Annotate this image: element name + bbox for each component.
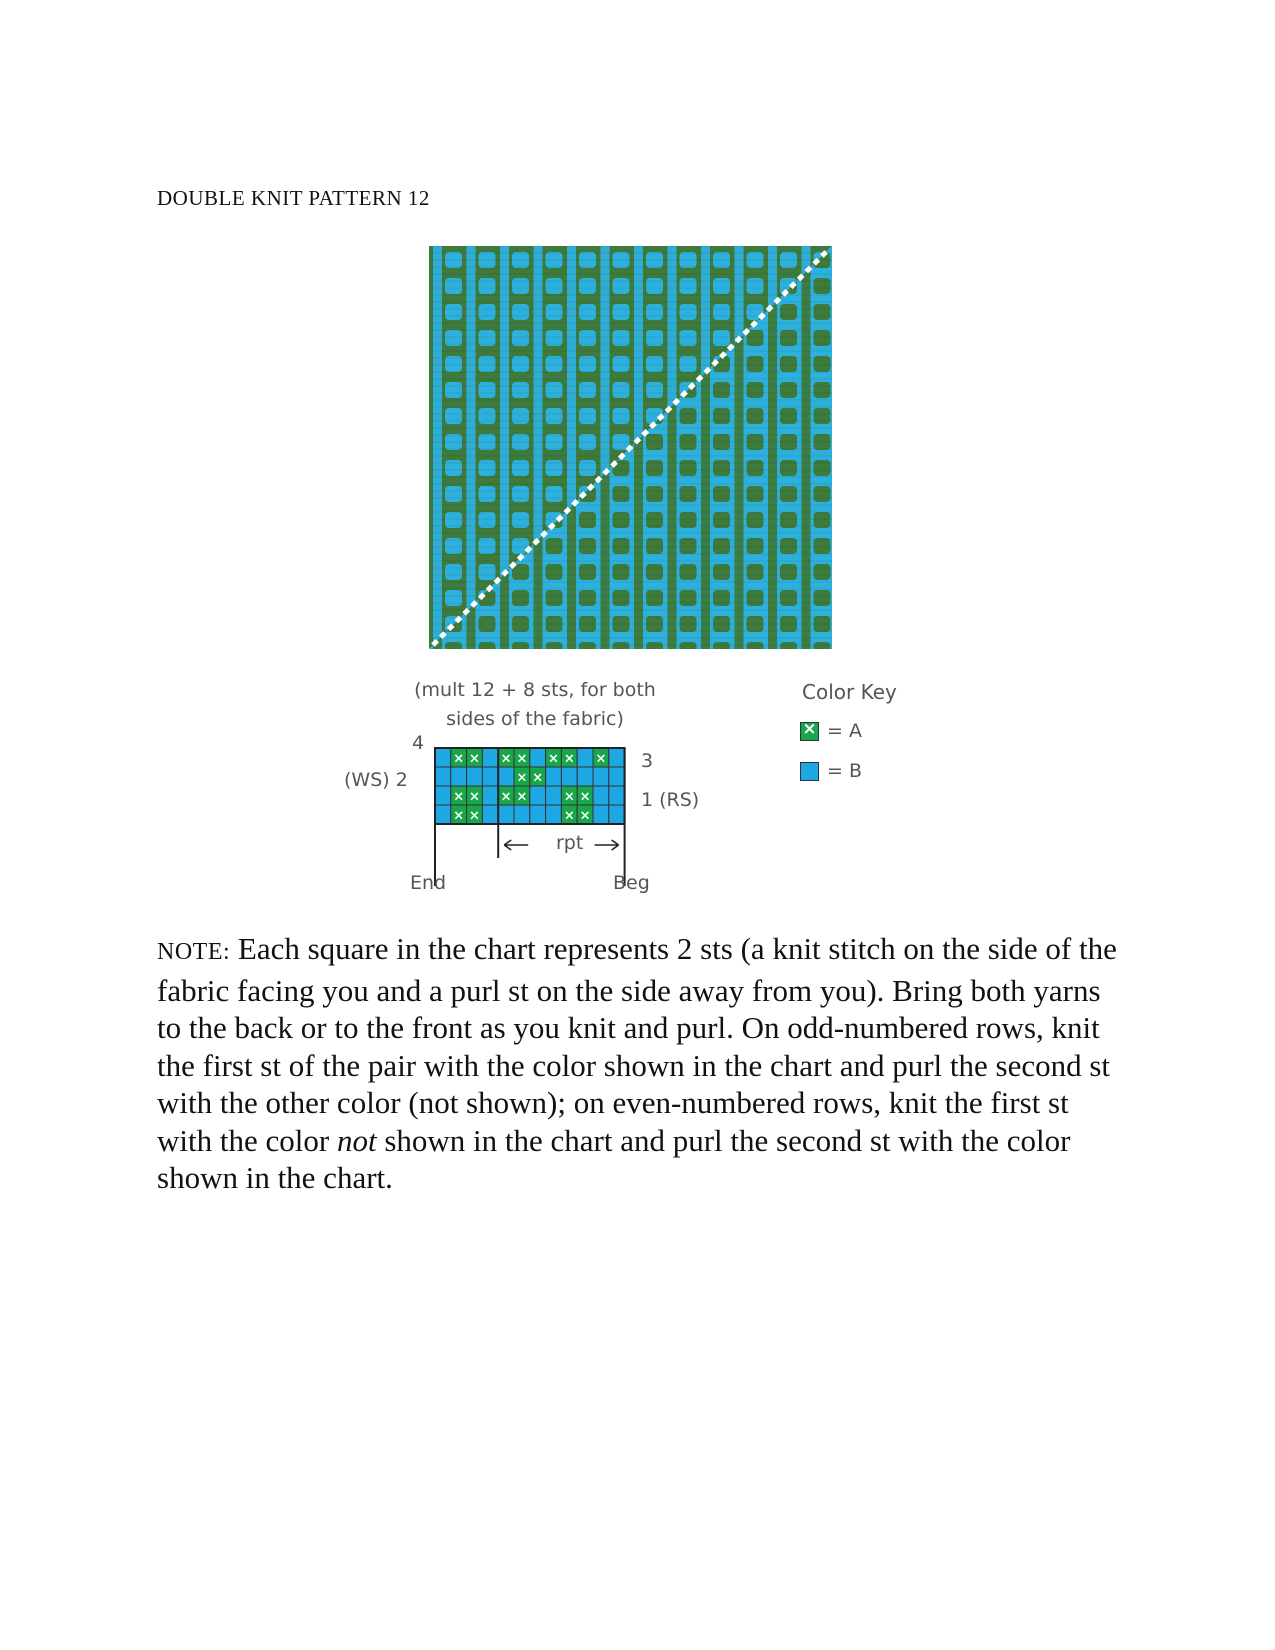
color-key-b bbox=[800, 760, 862, 782]
chart-note-line2: sides of the fabric) bbox=[446, 708, 624, 730]
chart-cell bbox=[561, 767, 577, 786]
chart-cell bbox=[530, 805, 546, 824]
arrow-right-icon bbox=[595, 840, 619, 850]
color-b-swatch-icon bbox=[800, 762, 819, 781]
chart-cell-x-mark: × bbox=[516, 789, 528, 805]
chart-cell-x-mark: × bbox=[469, 751, 480, 767]
chart-cell bbox=[435, 748, 451, 767]
chart-cell-x-mark: × bbox=[595, 751, 607, 767]
chart-cell bbox=[435, 767, 451, 786]
chart-note-line1: (mult 12 + 8 sts, for both bbox=[414, 679, 656, 701]
note-lead: NOTE: bbox=[157, 939, 231, 965]
end-label: End bbox=[410, 872, 447, 894]
chart-cell-x-mark: × bbox=[516, 770, 528, 786]
rpt-label: rpt bbox=[556, 832, 584, 854]
page-title: DOUBLE KNIT PATTERN 12 bbox=[157, 186, 430, 210]
chart-cell bbox=[482, 786, 498, 805]
note-text-2: shown in the chart and purl the second st with the color shown in the chart. bbox=[157, 1122, 1071, 1195]
chart-cell bbox=[530, 748, 546, 767]
chart-cell-x-mark: × bbox=[500, 789, 512, 805]
chart-cell bbox=[546, 767, 562, 786]
chart-cell-x-mark: × bbox=[516, 751, 528, 767]
chart-cell bbox=[435, 805, 451, 824]
color-key-title: Color Key bbox=[802, 680, 897, 704]
chart-cell bbox=[482, 805, 498, 824]
chart-cell-x-mark: × bbox=[563, 789, 575, 805]
chart-cell bbox=[514, 805, 530, 824]
chart-cell bbox=[435, 786, 451, 805]
chart-cell-x-mark: × bbox=[453, 789, 465, 805]
chart-cell-x-mark: × bbox=[563, 751, 575, 767]
row-label-4: 4 bbox=[412, 732, 425, 754]
color-key-a-label: = A bbox=[827, 720, 862, 742]
note-text-1: Each square in the chart represents 2 sts (a knit stitch on the side of the fabric facing you and a purl st on the side away from you). Bring both yarns to the back or to the front as you knit and purl. On odd-numbered rows, knit the first st of the pair with the color shown in the chart and purl the second st with the other color (not shown); on even-numbered rows, knit the first st with the color bbox=[157, 931, 1117, 1158]
chart-cell bbox=[577, 748, 593, 767]
row-label-1-rs: 1 (RS) bbox=[641, 789, 700, 811]
chart-cell-x-mark: × bbox=[469, 789, 480, 805]
chart-cell bbox=[609, 786, 625, 805]
chart-cell bbox=[609, 767, 625, 786]
chart-cell bbox=[593, 767, 609, 786]
beg-label: Beg bbox=[613, 872, 650, 894]
note-paragraph bbox=[157, 930, 1117, 1197]
chart-cell-x-mark: × bbox=[579, 808, 591, 824]
chart-cell bbox=[482, 767, 498, 786]
chart-cell-x-mark: × bbox=[532, 770, 544, 786]
chart-cell bbox=[593, 805, 609, 824]
chart-cell-x-mark: × bbox=[453, 751, 465, 767]
chart-note bbox=[395, 676, 675, 734]
chart-cell bbox=[498, 805, 514, 824]
chart-cell bbox=[609, 748, 625, 767]
chart-cell bbox=[546, 805, 562, 824]
chart-cell-x-mark: × bbox=[453, 808, 465, 824]
chart-cell bbox=[530, 786, 546, 805]
color-key-a bbox=[800, 720, 862, 742]
chart-cell bbox=[546, 786, 562, 805]
chart-cell bbox=[467, 767, 483, 786]
chart-cell bbox=[577, 767, 593, 786]
chart-cell-x-mark: × bbox=[579, 789, 591, 805]
chart-cell bbox=[498, 767, 514, 786]
color-key-b-label: = B bbox=[827, 760, 862, 782]
chart-cell-x-mark: × bbox=[469, 808, 480, 824]
knit-swatch-photo bbox=[429, 246, 832, 649]
chart-cell-x-mark: × bbox=[548, 751, 559, 767]
note-emphasis: not bbox=[336, 1122, 377, 1158]
row-label-ws-2: (WS) 2 bbox=[344, 769, 408, 791]
color-a-swatch-icon bbox=[800, 722, 819, 741]
chart-cell-x-mark: × bbox=[563, 808, 575, 824]
chart-cell-x-mark: × bbox=[500, 751, 512, 767]
knitting-chart bbox=[344, 732, 710, 910]
row-label-3: 3 bbox=[641, 750, 654, 772]
arrow-left-icon bbox=[504, 840, 528, 850]
chart-cell bbox=[482, 748, 498, 767]
chart-cell bbox=[609, 805, 625, 824]
chart-cell bbox=[593, 786, 609, 805]
chart-cell bbox=[451, 767, 467, 786]
